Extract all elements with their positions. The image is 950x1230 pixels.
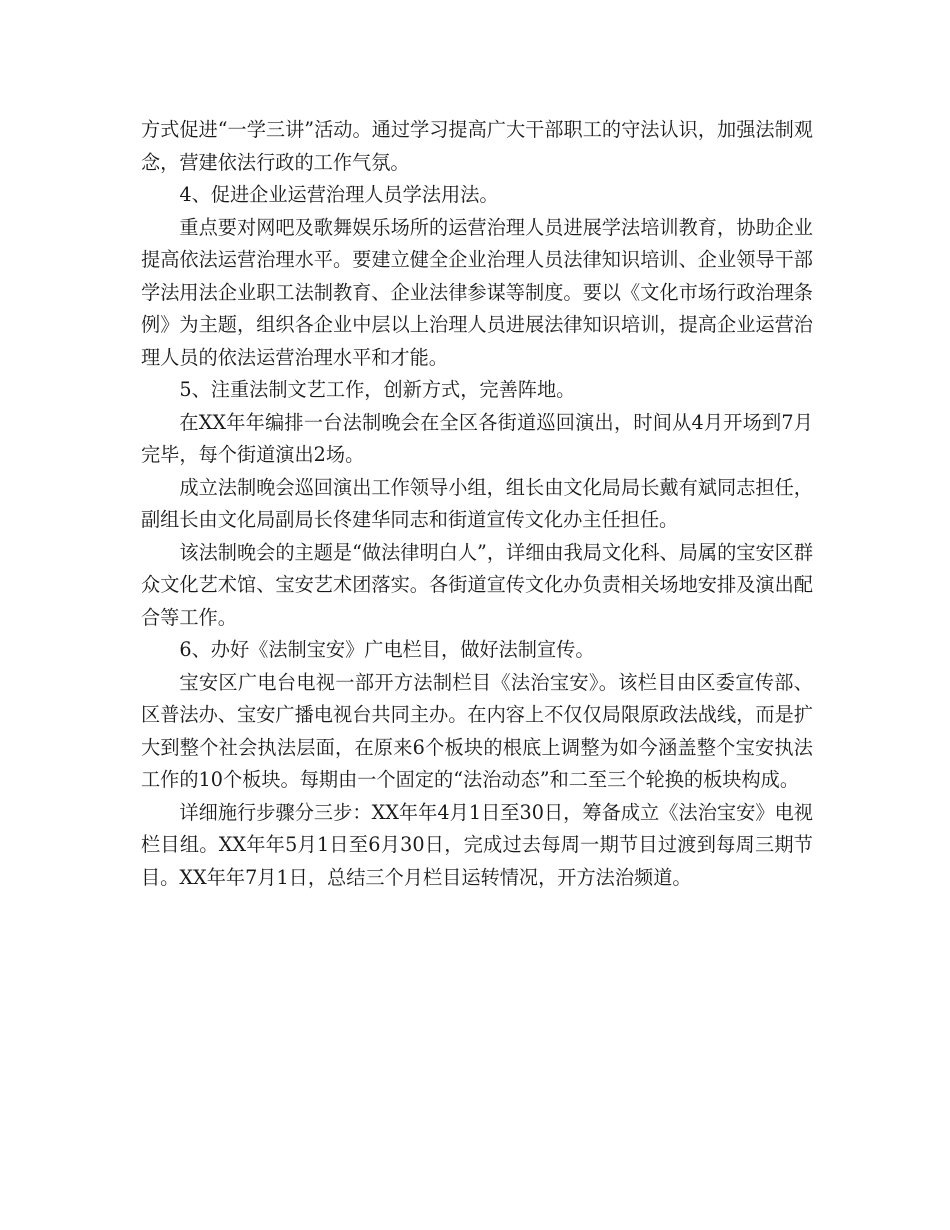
paragraph-5: 在XX年年编排一台法制晚会在全区各街道巡回演出，时间从4月开场到7月完毕，每个街道演出2场。 bbox=[141, 410, 813, 466]
paragraph-7: 该法制晚会的主题是“做法律明白人”，详细由我局文化科、局属的宝安区群众文化艺术馆、宝安艺术团落实。各街道宣传文化办负责相关场地安排及演出配合等工作。 bbox=[141, 540, 814, 629]
paragraph-1: 方式促进“一学三讲”活动。通过学习提高广大干部职工的守法认识，加强法制观念，营建依法行政的工作气氛。 bbox=[141, 118, 813, 174]
paragraph-6: 成立法制晚会巡回演出工作领导小组，组长由文化局局长戴有斌同志担任，副组长由文化局副局长佟建华同志和街道宣传文化办主任担任。 bbox=[141, 475, 813, 531]
paragraph-10: 详细施行步骤分三步：XX年年4月1日至30日，筹备成立《法治宝安》电视栏目组。XX年年5月1日至6月30日，完成过去每周一期节目过渡到每周三期节目。XX年年7月1日，总结三个月栏目运转情况，开方法治频道。 bbox=[141, 800, 813, 889]
paragraph-3: 重点要对网吧及歌舞娱乐场所的运营治理人员进展学法培训教育，协助企业提高依法运营治理水平。要建立健全企业治理人员法律知识培训、企业领导干部学法用法企业职工法制教育、企业法律参谋等制度。要以《文化市场行政治理条例》为主题，组织各企业中层以上治理人员进展法律知识培训，提高企业运营治理人员的依法运营治理水平和才能。 bbox=[141, 215, 813, 369]
section-heading-4: 4、促进企业运营治理人员学法用法。 bbox=[179, 183, 499, 206]
section-heading-6: 6、办好《法制宝安》广电栏目，做好法制宣传。 bbox=[179, 638, 595, 661]
section-heading-5: 5、注重法制文艺工作，创新方式，完善阵地。 bbox=[179, 378, 576, 401]
paragraph-9: 宝安区广电台电视一部开方法制栏目《法治宝安》。该栏目由区委宣传部、区普法办、宝安广播电视台共同主办。在内容上不仅仅局限原政法战线，而是扩大到整个社会执法层面，在原来6个板块的根底上调整为如今涵盖整个宝安执法工作的10个板块。每期由一个固定的“法治动态”和二至三个轮换的板块构成。 bbox=[141, 670, 813, 791]
document-body bbox=[141, 114, 813, 894]
